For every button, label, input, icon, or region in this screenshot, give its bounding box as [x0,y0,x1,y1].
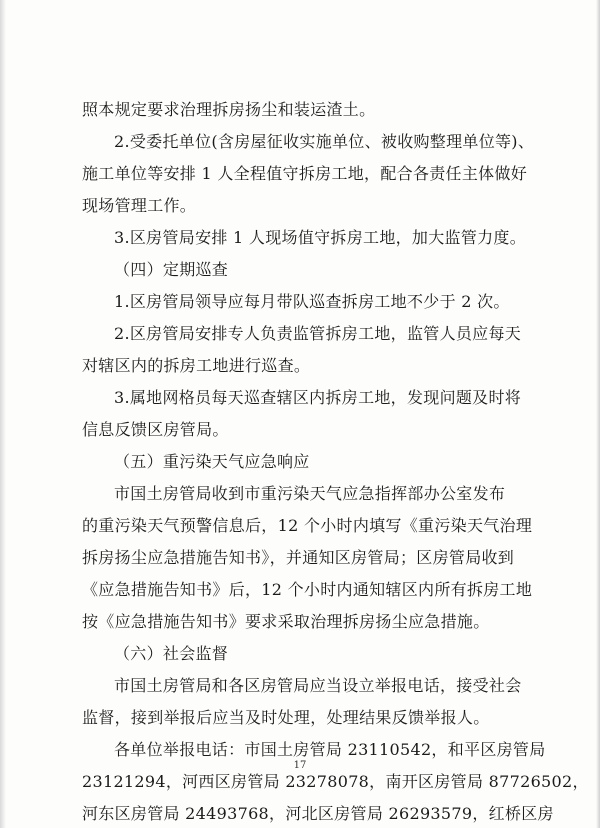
text-line: 市国土房管局收到市重污染天气应急指挥部办公室发布 [114,484,506,503]
text-line: 照本规定要求治理拆房扬尘和装运渣土。 [82,100,376,119]
text-line: 各单位举报电话：市国土房管局 23110542，和平区房管局 [114,740,546,759]
text-line: 河东区房管局 24493768，河北区房管局 26293579，红桥区房 [82,804,554,823]
text-line: 的重污染天气预警信息后，12 个小时内填写《重污染天气治理 [82,516,533,535]
text-line: 3.属地网格员每天巡查辖区内拆房工地，发现问题及时将 [114,388,522,407]
text-line: 监督，接到举报后应当及时处理，处理结果反馈举报人。 [82,708,490,727]
text-line: 现场管理工作。 [82,196,197,215]
text-line: 《应急措施告知书》后，12 个小时内通知辖区内所有拆房工地 [82,580,533,599]
text-line: 施工单位等安排 1 人全程值守拆房工地，配合各责任主体做好 [82,164,528,183]
text-line: 对辖区内的拆房工地进行巡查。 [82,356,311,375]
text-line: 3.区房管局安排 1 人现场值守拆房工地，加大监管力度。 [114,228,527,247]
section-heading: （五）重污染天气应急响应 [114,452,310,471]
document-body [82,94,589,828]
text-line: 按《应急措施告知书》要求采取治理拆房扬尘应急措施。 [82,612,490,631]
section-heading: （四）定期巡查 [114,260,229,279]
text-line: 1.区房管局领导应每月带队巡查拆房工地不少于 2 次。 [114,292,510,311]
text-line: 2.受委托单位(含房屋征收实施单位、被收购整理单位等)、 [114,132,535,151]
scan-edge-left [0,0,6,828]
text-line: 信息反馈区房管局。 [82,420,229,439]
page-number: 17 [293,760,307,771]
text-line: 2.区房管局安排专人负责监管拆房工地，监管人员应每天 [114,324,522,343]
scan-edge-right [596,0,600,828]
text-line: 拆房扬尘应急措施告知书》，并通知区房管局；区房管局收到 [82,548,515,567]
section-heading: （六）社会监督 [114,644,229,663]
text-line: 23121294，河西区房管局 23278078，南开区房管局 87726502， [82,772,589,791]
text-line: 市国土房管局和各区房管局应当设立举报电话，接受社会 [114,676,522,695]
